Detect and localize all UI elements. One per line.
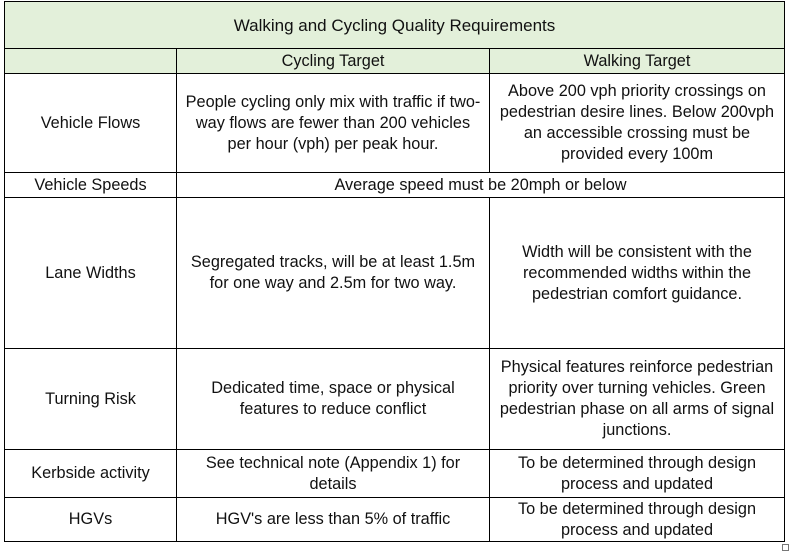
merged-target-cell: Average speed must be 20mph or below [177,173,785,198]
walking-cell: To be determined through design process and updated [490,498,785,542]
walking-cell: Physical features reinforce pedestrian priority over turning vehicles. Green pedestrian phase on all arms of signal junctions. [490,349,785,450]
header-row [5,49,785,74]
walking-cell: To be determined through design process and updated [490,450,785,498]
cycling-cell: See technical note (Appendix 1) for details [177,450,490,498]
row-label-turning-risk: Turning Risk [5,349,177,450]
table-title-row [5,2,785,49]
walking-cell: Above 200 vph priority crossings on pedestrian desire lines. Below 200vph an accessible crossing must be provided every 100m [490,74,785,173]
requirements-table [4,1,785,542]
header-cycling-target: Cycling Target [177,49,490,74]
row-label-kerbside-activity: Kerbside activity [5,450,177,498]
table-title: Walking and Cycling Quality Requirements [5,2,785,49]
table-row [5,74,785,173]
header-walking-target: Walking Target [490,49,785,74]
table-row [5,450,785,498]
row-label-vehicle-speeds: Vehicle Speeds [5,173,177,198]
table-row [5,198,785,349]
cycling-cell: Dedicated time, space or physical features to reduce conflict [177,349,490,450]
cycling-cell: Segregated tracks, will be at least 1.5m for one way and 2.5m for two way. [177,198,490,349]
row-label-lane-widths: Lane Widths [5,198,177,349]
header-blank [5,49,177,74]
table-resize-handle[interactable] [782,544,789,551]
row-label-hgvs: HGVs [5,498,177,542]
walking-cell: Width will be consistent with the recommended widths within the pedestrian comfort guidance. [490,198,785,349]
row-label-vehicle-flows: Vehicle Flows [5,74,177,173]
cycling-cell: People cycling only mix with traffic if two-way flows are fewer than 200 vehicles per hour (vph) per peak hour. [177,74,490,173]
cycling-cell: HGV's are less than 5% of traffic [177,498,490,542]
table-row [5,173,785,198]
table-row [5,498,785,542]
table-row [5,349,785,450]
